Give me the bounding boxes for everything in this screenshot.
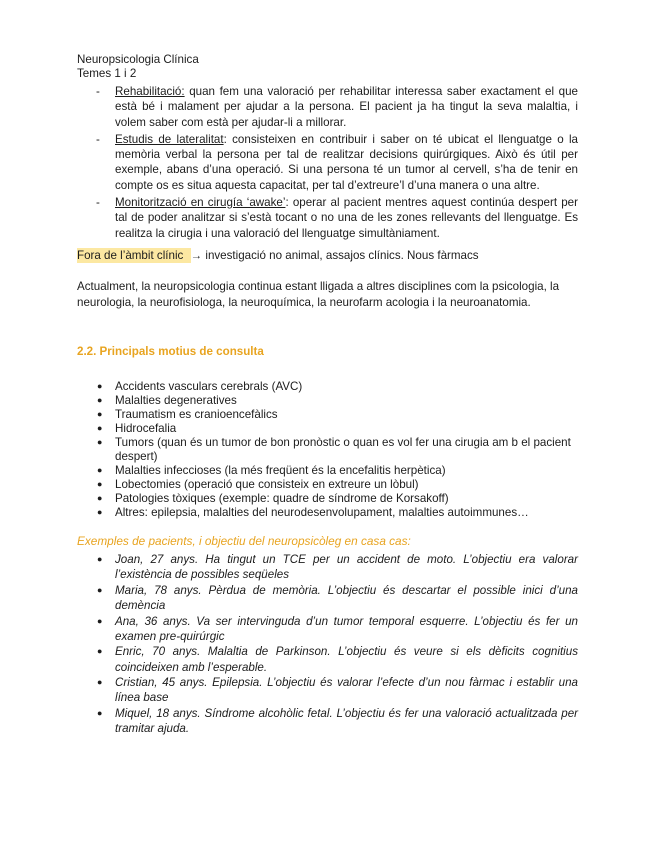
dash-bullet: -	[96, 196, 100, 210]
bullet-icon: ●	[97, 395, 103, 406]
list-item-text: Joan, 27 anys. Ha tingut un TCE per un accident de moto. L’objectiu era valorar l’existència de possibles seqüeles	[115, 553, 578, 582]
bullet-icon: ●	[97, 507, 103, 518]
bullet-icon: ●	[97, 423, 103, 434]
list-item-text: Tumors (quan és un tumor de bon pronòstic o quan es vol fer una cirugia am b el pacient despert)	[115, 436, 571, 463]
applications-list	[96, 84, 578, 243]
paragraph-text: → investigació no animal, assajos clínics. Nous fàrmacs	[190, 249, 479, 262]
list-item	[96, 614, 578, 644]
list-item	[96, 552, 578, 582]
non-clinical-paragraph	[77, 248, 578, 264]
list-item	[96, 583, 578, 613]
list-item-text: Lobectomies (operació que consisteix en extreure un lòbul)	[115, 478, 419, 492]
list-item	[96, 506, 578, 520]
list-item	[96, 464, 578, 478]
list-item	[96, 84, 578, 130]
dash-bullet: -	[96, 85, 100, 98]
list-item-text: Patologies tòxiques (exemple: quadre de síndrome de Korsakoff)	[115, 492, 449, 506]
list-item-text: Cristian, 45 anys. Epilepsia. L’objectiu és valorar l’efecte d’un nou fàrmac i establir una línea base	[115, 676, 578, 705]
list-item-text: Malalties degeneratives	[115, 394, 237, 408]
list-item-term: Rehabilitació:	[115, 85, 185, 98]
list-item-text: Miquel, 18 anys. Síndrome alcohòlic fetal. L’objectiu és fer una valoració actualitzada per tramitar ajuda.	[115, 706, 578, 736]
list-item-text: Traumatism es cranioencefàlics	[115, 408, 278, 422]
list-item	[96, 380, 578, 394]
bullet-icon: ●	[97, 615, 103, 626]
bullet-icon: ●	[97, 464, 103, 475]
bullet-icon: ●	[97, 493, 103, 504]
list-item-text: : consisteixen en contribuir i saber on té ubicat el llenguatge o la memòria verbal la persona per tal de realitzar decisions quirúrgiques. Això és útil per exemple, abans d’una operació. Si una persona té un tumor al cervell, s’ha de tenir en compte os es situa aquesta capacitat, per tal d’extreure’l d’una manera o una altre.	[115, 132, 579, 192]
document-title: Neuropsicologia Clínica	[77, 53, 199, 66]
current-context-paragraph: Actualment, la neuropsicologia continua estant lligada a altres disciplines com la psicologia, la neurologia, la neurofisiologa, la neuroquímica, la neurofarm acologia i la neuroanatomia.	[77, 280, 560, 310]
list-item-text: Ana, 36 anys. Va ser intervinguda d’un tumor temporal esquerre. L’objectiu és fer un examen pre-quirúrgic	[115, 614, 578, 643]
bullet-icon: ●	[97, 381, 103, 391]
bullet-icon: ●	[97, 707, 103, 718]
bullet-icon: ●	[97, 479, 103, 490]
list-item-text: : operar al pacient mentres aquest continúa despert per tal de poder analitzar si s’està tocant o no una de les zones rellevants del llenguatge. Es realitza la cirugia i una valoració del llenguatge simultàniament.	[115, 196, 578, 240]
patient-examples-list	[96, 552, 578, 737]
list-item	[96, 195, 578, 241]
list-item-term: Estudis de lateralitat	[115, 132, 224, 146]
list-item-text: Maria, 78 anys. Pèrdua de memòria. L’objectiu és descartar el possible inici d’una demència	[115, 583, 578, 612]
list-item-text: Altres: epilepsia, malalties del neurodesenvolupament, malalties autoimmunes…	[115, 506, 529, 520]
list-item	[96, 132, 578, 193]
highlighted-text: Fora de l’àmbit clínic	[77, 248, 191, 263]
list-item-term: Monitorització en cirugía ‘awake’	[115, 196, 286, 210]
examples-heading: Exemples de pacients, i objectiu del neuropsicòleg en casa cas:	[77, 534, 411, 548]
list-item	[96, 478, 578, 492]
list-item-text: Enric, 70 anys. Malaltia de Parkinson. L’objectiu és veure si els dèficits cognitius coincideixen amb l’esperable.	[115, 645, 578, 674]
bullet-icon: ●	[97, 677, 103, 688]
list-item-text: quan fem una valoració per rehabilitar interessa saber exactament el que està bé i malament per ajudar a la persona. El pacient ja ha tingut la seva malaltia, i volem saber com està per ajudar-li a millorar.	[115, 85, 578, 129]
document-subtitle: Temes 1 i 2	[77, 67, 137, 80]
bullet-icon: ●	[97, 584, 103, 595]
list-item	[96, 394, 578, 408]
list-item	[96, 422, 578, 436]
bullet-icon: ●	[97, 409, 103, 420]
list-item	[96, 644, 578, 674]
bullet-icon: ●	[97, 554, 103, 564]
list-item-text: Malalties infeccioses (la més freqüent és la encefalitis herpètica)	[115, 463, 446, 477]
list-item	[96, 408, 578, 422]
list-item	[96, 706, 578, 736]
consultation-reasons-list	[96, 380, 578, 520]
section-heading: 2.2. Principals motius de consulta	[77, 345, 264, 358]
list-item-text: Hidrocefalia	[115, 422, 177, 436]
bullet-icon: ●	[97, 646, 103, 657]
list-item	[96, 492, 578, 506]
dash-bullet: -	[96, 132, 100, 146]
list-item-text: Accidents vasculars cerebrals (AVC)	[115, 380, 303, 393]
list-item	[96, 436, 578, 463]
list-item	[96, 675, 578, 705]
bullet-icon: ●	[97, 437, 103, 448]
